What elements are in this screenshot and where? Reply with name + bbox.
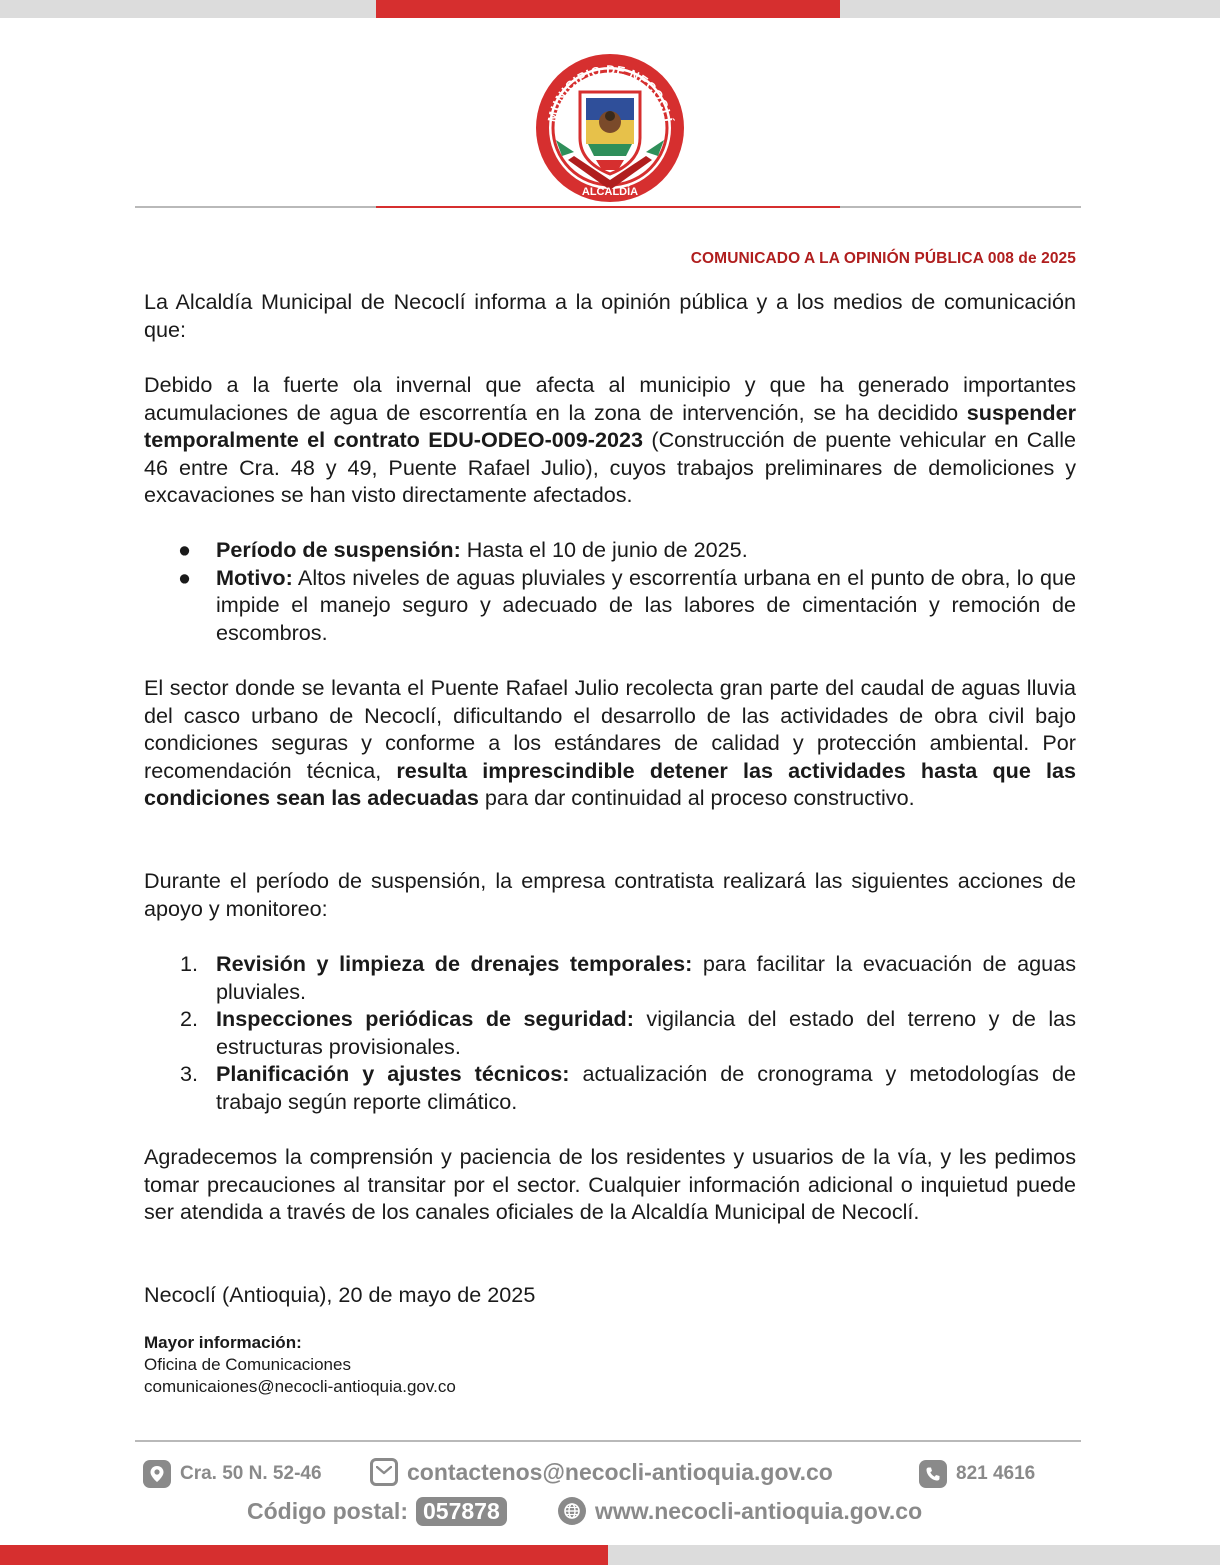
seal-ring-text-bottom: ALCALDÍA — [581, 186, 639, 198]
paragraph-actions — [144, 867, 1076, 922]
municipality-seal-logo — [534, 52, 686, 204]
list-item-text: vigilancia del estado del terreno y de las estructuras provisionales. — [216, 1006, 1076, 1059]
list-item — [144, 1060, 1076, 1115]
paragraph-thanks — [144, 1143, 1076, 1226]
globe-icon — [558, 1497, 586, 1525]
list-item-label: Motivo: — [216, 564, 293, 590]
intro-text: La Alcaldía Municipal de Necoclí informa a la opinión pública y a los medios de comunicación que: — [144, 289, 1076, 342]
footer-website-link[interactable]: www.necocli-antioquia.gov.co — [595, 1497, 923, 1524]
paragraph-text: Durante el período de suspensión, la empresa contratista realizará las siguientes acciones de apoyo y monitoreo: — [144, 868, 1076, 921]
paragraph-bold-text: resulta imprescindible detener las actividades hasta que las condiciones sean las adecuadas — [144, 757, 1076, 810]
contact-email-link[interactable]: comunicaiones@necocli-antioquia.gov.co — [144, 1377, 456, 1396]
paragraph-bold-text: suspender temporalmente el contrato EDU-ODEO-009-2023 — [144, 399, 1076, 452]
postal-code-badge: 057878 — [416, 1497, 507, 1526]
footer-phone — [919, 1460, 1035, 1488]
numbered-list — [144, 950, 1076, 1115]
paragraph-text: Agradecemos la comprensión y paciencia de los residentes y usuarios de la vía, y les pedimos tomar precauciones al transitar por el sector. Cualquier información adicional o inquietud puede ser atendida a través de los canales oficiales de la Alcaldía Municipal de Necoclí. — [144, 1144, 1076, 1224]
bullet-list — [144, 536, 1076, 646]
top-accent-bar — [376, 0, 840, 18]
header-divider-accent — [376, 206, 840, 208]
bottom-accent-bar — [0, 1545, 608, 1565]
list-item-text: Altos niveles de aguas pluviales y escorrentía urbana en el punto de obra, lo que impide el manejo seguro y adecuado de las labores de cimentación y remoción de escombros. — [216, 564, 1076, 645]
mail-icon — [370, 1458, 398, 1486]
paragraph-suspension — [144, 371, 1076, 509]
footer-postal — [247, 1497, 507, 1526]
paragraph-text: Debido a la fuerte ola invernal que afecta al municipio y que ha generado importantes acumulaciones de agua de escorrentía en la zona de intervención, se ha decidido — [144, 372, 1076, 425]
footer-website — [558, 1497, 922, 1525]
list-item — [144, 950, 1076, 1005]
postal-label: Código postal: — [247, 1498, 408, 1524]
footer-address — [143, 1460, 322, 1488]
paragraph-text: (Construcción de puente vehicular en Calle 46 entre Cra. 48 y 49, Puente Rafael Julio), cuyos trabajos preliminares de demoliciones y excavaciones se han visto directamente afectados. — [144, 427, 1076, 507]
list-item-label: Revisión y limpieza de drenajes temporales: — [216, 951, 693, 976]
list-number: 2. — [180, 1006, 199, 1031]
list-item-label: Período de suspensión: — [216, 537, 461, 562]
intro-paragraph — [144, 288, 1076, 343]
seal-ring-text-top: MUNICIPIO DE NECOCLÍ — [545, 62, 675, 124]
contact-title: Mayor información: — [144, 1333, 302, 1352]
list-item — [144, 1005, 1076, 1060]
list-item-text: para facilitar la evacuación de aguas pluviales. — [216, 951, 1076, 1004]
list-item-label: Planificación y ajustes técnicos: — [216, 1061, 570, 1086]
bullet-marker: ● — [178, 537, 192, 562]
date-text: Necoclí (Antioquia), 20 de mayo de 2025 — [144, 1282, 536, 1307]
footer-email-link[interactable]: contactenos@necocli-antioquia.gov.co — [407, 1458, 833, 1485]
paragraph-text: El sector donde se levanta el Puente Rafael Julio recolecta gran parte del caudal de aguas lluvia del casco urbano de Necoclí, dificultando el desarrollo de las actividades de obra civil bajo condiciones seguras y conforme a los estándares de calidad y protección ambiental. Por recomendación técnica, — [144, 675, 1076, 783]
footer-phone-text: 821 4616 — [956, 1463, 1036, 1484]
list-item-label: Inspecciones periódicas de seguridad: — [216, 1006, 634, 1031]
contact-office: Oficina de Comunicaciones — [144, 1355, 351, 1374]
contact-block — [144, 1332, 456, 1398]
list-item-text: actualización de cronograma y metodologías de trabajo según reporte climático. — [216, 1061, 1076, 1114]
phone-icon — [919, 1460, 947, 1488]
bullet-marker: ● — [178, 564, 192, 590]
communique-heading: COMUNICADO A LA OPINIÓN PÚBLICA 008 de 2025 — [690, 250, 1076, 267]
footer-email — [370, 1458, 833, 1486]
date-line — [144, 1281, 1076, 1309]
list-item — [144, 564, 1076, 647]
list-item — [144, 536, 1076, 564]
paragraph-sector — [144, 674, 1076, 812]
list-number: 1. — [180, 951, 199, 976]
list-item-text: Hasta el 10 de junio de 2025. — [460, 537, 748, 562]
paragraph-text: para dar continuidad al proceso constructivo. — [478, 785, 915, 810]
footer-address-text: Cra. 50 N. 52-46 — [180, 1463, 322, 1484]
list-number: 3. — [180, 1061, 199, 1086]
footer-divider — [135, 1440, 1081, 1442]
location-pin-icon — [143, 1460, 171, 1488]
